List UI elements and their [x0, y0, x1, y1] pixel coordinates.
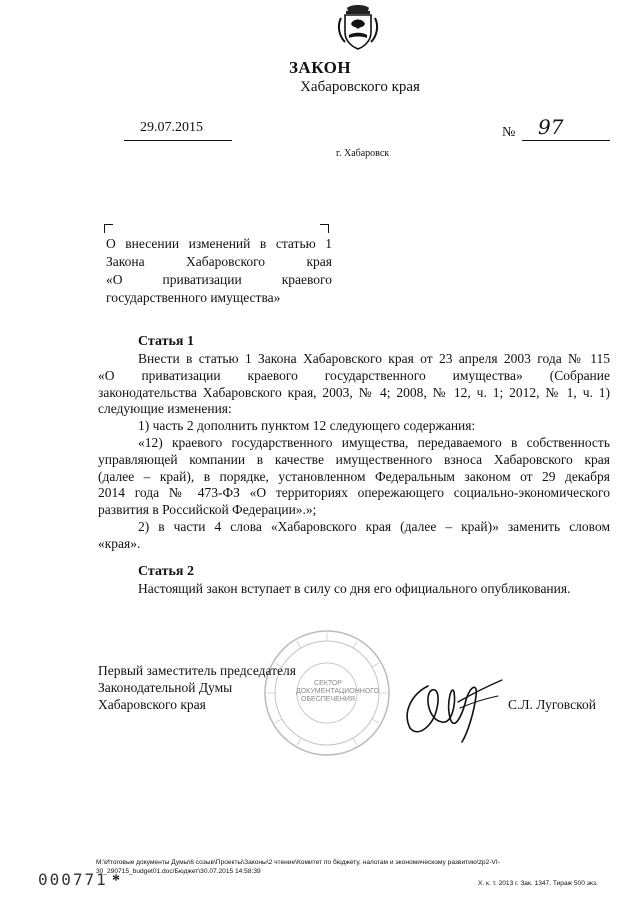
article-2-text [98, 581, 610, 598]
text-line: «12) краевого государственного имущества, передаваемого в собственность [138, 435, 610, 450]
document-type: ЗАКОН [288, 58, 352, 77]
text-line: 2014 года № 473-ФЗ «О территориях опережающего социально-экономического [98, 485, 610, 501]
text-line: Настоящий закон вступает в силу со дня его официального опубликования. [138, 581, 571, 596]
position-line: Хабаровского края [98, 697, 206, 712]
text-line: «О приватизации краевого государственного имущества» (Собрание [98, 367, 610, 383]
document-date: 29.07.2015 [140, 120, 203, 135]
document-city: г. Хабаровск [336, 148, 390, 159]
handwritten-signature [398, 672, 508, 744]
position-line: Первый заместитель председателя [98, 663, 296, 678]
text-line: управляющей компании в качестве имущественного взноса Хабаровского края [98, 451, 610, 467]
document-region: Хабаровского края [300, 79, 420, 95]
date-underline [124, 140, 232, 141]
text-line: Внести в статью 1 Закона Хабаровского края от 23 апреля 2003 года № 115 [138, 351, 610, 366]
footer-line: M:\Итоговые документы Думы\6 созыв\Проекты\Законы\2 чтение\Комитет по бюджету, налогам и экономическому развитию\zp2-VI- [96, 859, 500, 866]
article-1-paragraph-4 [98, 519, 610, 553]
file-path-footer [96, 858, 606, 876]
number-underline [522, 140, 610, 141]
article-1-paragraph-1 [98, 351, 610, 418]
text-line: следующие изменения: [98, 401, 232, 417]
asterisk-mark: * [112, 872, 120, 889]
text-line: 1) часть 2 дополнить пунктом 12 следующего содержания: [138, 418, 476, 433]
subject-bracket-left [104, 224, 113, 233]
subject-line: Закона Хабаровского края [106, 254, 332, 269]
subject-line: государственного имущества» [106, 290, 281, 305]
article-2-title: Статья 2 [138, 564, 194, 579]
subject-bracket-right [320, 224, 329, 233]
subject-line: «О приватизации краевого [106, 272, 332, 287]
text-line: 2) в части 4 слова «Хабаровского края (далее – край)» заменить словом [138, 519, 610, 534]
document-number: 97 [538, 115, 564, 139]
footer-line: 30_290715_budget01.doc/Бюджет\30.07.2015 14:58:39 [96, 868, 261, 875]
registration-number: 000771 [38, 870, 108, 889]
subject-line: О внесении изменений в статью 1 [106, 236, 332, 251]
coat-of-arms-icon [333, 2, 383, 52]
text-line: развития в Российской Федерации».»; [98, 502, 317, 518]
article-1-title: Статья 1 [138, 334, 194, 349]
signatory-position [98, 662, 296, 713]
article-1-paragraph-2 [98, 418, 610, 435]
number-sign: № [502, 125, 516, 140]
stamp-text: СЕКТОР ДОКУМЕНТАЦИОННОГО ОБЕСПЕЧЕНИЯ [296, 680, 380, 703]
text-line: (далее – край), в порядке, установленном Федеральным законом от 29 декабря [98, 468, 610, 484]
signatory-name: С.Л. Луговской [508, 697, 596, 712]
text-line: законодательства Хабаровского края, 2003, № 4; 2008, № 12, ч. 1; 2012, № 1, ч. 1) [98, 384, 610, 400]
position-line: Законодательной Думы [98, 680, 233, 695]
article-1-paragraph-3 [98, 435, 610, 519]
document-subject [106, 235, 332, 307]
text-line: «края». [98, 535, 141, 551]
print-info: Х. к. т. 2013 г. Зак. 1347. Тираж 500 экз. [478, 880, 598, 887]
